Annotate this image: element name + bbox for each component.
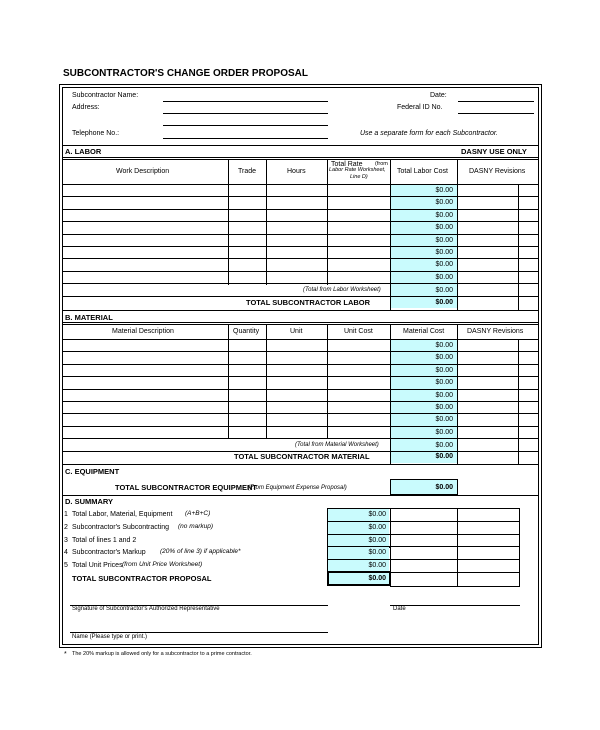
material-cost-cell: $0.00 <box>435 392 453 399</box>
signature-label: Signature of Subcontractor's Authorized Representative <box>72 606 220 612</box>
summary-total-value: $0.00 <box>368 575 386 582</box>
col-total-rate-source: Labor Rate Worksheet, <box>329 167 386 173</box>
telephone-field[interactable] <box>163 138 328 139</box>
col-dasny-revisions: DASNY Revisions <box>469 168 526 175</box>
col-unit-cost: Unit Cost <box>344 328 373 335</box>
col-total-rate-from: (from <box>375 161 388 167</box>
material-cost-cell: $0.00 <box>435 354 453 361</box>
col-line <box>266 159 267 285</box>
summary-line-note: (from Unit Price Worksheet) <box>122 561 203 568</box>
labor-cost-cell: $0.00 <box>435 212 453 219</box>
col-work-description: Work Description <box>116 168 170 175</box>
divider <box>62 159 539 160</box>
subcontractor-name-label: Subcontractor Name: <box>72 92 139 99</box>
material-total-label: TOTAL SUBCONTRACTOR MATERIAL <box>234 452 370 461</box>
subcontractor-name-field[interactable] <box>163 101 328 102</box>
summary-line-value: $0.00 <box>368 537 386 544</box>
material-cost-cell: $0.00 <box>435 416 453 423</box>
summary-total-label: TOTAL SUBCONTRACTOR PROPOSAL <box>72 574 212 583</box>
material-input-row[interactable] <box>63 427 390 438</box>
material-input-row[interactable] <box>63 377 390 388</box>
labor-input-row[interactable] <box>63 185 390 196</box>
summary-line-number: 1 <box>64 511 68 518</box>
col-unit: Unit <box>290 328 303 335</box>
federal-id-field[interactable] <box>458 113 534 114</box>
material-cost-cell: $0.00 <box>435 429 453 436</box>
divider <box>62 322 539 323</box>
col-line <box>457 508 458 586</box>
material-from-worksheet-label: (Total from Material Worksheet) <box>295 442 379 448</box>
summary-line-value: $0.00 <box>368 549 386 556</box>
material-input-row[interactable] <box>63 390 390 401</box>
labor-total-value: $0.00 <box>435 299 453 306</box>
labor-cost-cell: $0.00 <box>435 187 453 194</box>
divider <box>62 324 539 325</box>
labor-input-row[interactable] <box>63 272 390 283</box>
material-cost-cell: $0.00 <box>435 379 453 386</box>
col-line <box>327 324 328 438</box>
material-total-value: $0.00 <box>435 453 453 460</box>
summary-revisions-grid <box>390 508 520 586</box>
summary-line-label: Subcontractor's Subcontracting <box>72 524 170 531</box>
labor-input-row[interactable] <box>63 210 390 221</box>
name-label: Name (Please type or print.) <box>72 634 148 640</box>
labor-cost-cell: $0.00 <box>435 274 453 281</box>
material-input-row[interactable] <box>63 414 390 425</box>
col-hours: Hours <box>287 168 306 175</box>
labor-input-row[interactable] <box>63 197 390 208</box>
summary-line-number: 3 <box>64 537 68 544</box>
divider <box>62 495 539 496</box>
material-cost-cell: $0.00 <box>435 367 453 374</box>
date-field[interactable] <box>458 101 534 102</box>
summary-row-line <box>390 586 520 587</box>
material-section-label: B. MATERIAL <box>65 313 113 322</box>
material-cost-cell: $0.00 <box>435 404 453 411</box>
col-line <box>518 339 519 464</box>
material-input-row[interactable] <box>63 365 390 376</box>
col-material-description: Material Description <box>112 328 174 335</box>
signature-date-label: Date <box>393 606 406 612</box>
summary-line-label: Total of lines 1 and 2 <box>72 537 137 544</box>
separate-form-note: Use a separate form for each Subcontractor. <box>360 130 498 137</box>
col-material-dasny-revisions: DASNY Revisions <box>467 328 524 335</box>
labor-cost-cell: $0.00 <box>435 199 453 206</box>
labor-from-worksheet-label: (Total from Labor Worksheet) <box>303 287 381 293</box>
col-total-labor-cost: Total Labor Cost <box>397 168 448 175</box>
summary-line-label: Subcontractor's Markup <box>72 549 146 556</box>
summary-line-number: 4 <box>64 549 68 556</box>
divider <box>62 145 539 146</box>
address-field-2[interactable] <box>163 125 328 126</box>
summary-line-value: $0.00 <box>368 511 386 518</box>
footnote-text: The 20% markup is allowed only for a subcontractor to a prime contractor. <box>72 651 252 657</box>
col-line <box>518 184 519 310</box>
material-input-row[interactable] <box>63 402 390 413</box>
labor-from-worksheet-value: $0.00 <box>435 287 453 294</box>
address-field-1[interactable] <box>163 113 328 114</box>
divider <box>62 310 539 311</box>
col-line <box>228 159 229 285</box>
material-from-worksheet-value: $0.00 <box>435 442 453 449</box>
table-row <box>62 438 539 439</box>
summary-line-number: 5 <box>64 562 68 569</box>
page-title: SUBCONTRACTOR'S CHANGE ORDER PROPOSAL <box>63 68 308 79</box>
labor-total-label: TOTAL SUBCONTRACTOR LABOR <box>246 298 371 307</box>
divider <box>62 157 539 158</box>
col-total-rate: Total Rate <box>331 161 363 168</box>
name-line[interactable] <box>70 632 328 633</box>
material-input-row[interactable] <box>63 340 390 351</box>
equipment-section-label: C. EQUIPMENT <box>65 467 120 476</box>
divider <box>62 464 539 465</box>
summary-line-label: Total Unit Prices <box>72 562 123 569</box>
labor-input-row[interactable] <box>63 222 390 233</box>
table-row <box>62 296 539 297</box>
equipment-total-label: TOTAL SUBCONTRACTOR EQUIPMENT <box>115 483 257 492</box>
col-quantity: Quantity <box>233 328 260 335</box>
col-trade: Trade <box>238 168 257 175</box>
federal-id-label: Federal ID No. <box>397 104 443 111</box>
dasny-use-only-label: DASNY USE ONLY <box>461 147 527 156</box>
labor-section-label: A. LABOR <box>65 147 102 156</box>
equipment-total-note: (From Equipment Expense Proposal) <box>248 485 347 491</box>
summary-line-label: Total Labor, Material, Equipment <box>72 511 173 518</box>
material-input-row[interactable] <box>63 352 390 363</box>
labor-cost-cell: $0.00 <box>435 237 453 244</box>
summary-section-label: D. SUMMARY <box>65 497 114 506</box>
col-line <box>457 324 458 464</box>
address-label: Address: <box>72 104 100 111</box>
col-line <box>390 159 391 310</box>
summary-line-number: 2 <box>64 524 68 531</box>
col-line <box>390 324 391 464</box>
col-line <box>327 159 328 285</box>
labor-input-row[interactable] <box>63 259 390 270</box>
col-line <box>266 324 267 438</box>
labor-cost-cell: $0.00 <box>435 261 453 268</box>
summary-line-value: $0.00 <box>368 524 386 531</box>
labor-cost-cell: $0.00 <box>435 249 453 256</box>
col-material-cost: Material Cost <box>403 328 445 335</box>
labor-cost-cell: $0.00 <box>435 224 453 231</box>
summary-line-note: (20% of line 3) if applicable* <box>160 548 241 555</box>
col-total-rate-line: Line D) <box>350 174 368 180</box>
footnote-mark: * <box>64 651 67 658</box>
telephone-label: Telephone No.: <box>72 130 120 137</box>
signature-date-line[interactable] <box>390 605 520 606</box>
labor-input-row[interactable] <box>63 235 390 246</box>
col-line <box>228 324 229 438</box>
labor-input-row[interactable] <box>63 247 390 258</box>
col-line <box>457 159 458 310</box>
summary-line-note: (A+B+C) <box>185 510 211 517</box>
equipment-total-value: $0.00 <box>435 484 453 491</box>
table-row <box>62 283 539 284</box>
material-cost-cell: $0.00 <box>435 342 453 349</box>
summary-line-note: (no markup) <box>178 523 214 530</box>
date-label: Date: <box>430 92 447 99</box>
summary-line-value: $0.00 <box>368 562 386 569</box>
